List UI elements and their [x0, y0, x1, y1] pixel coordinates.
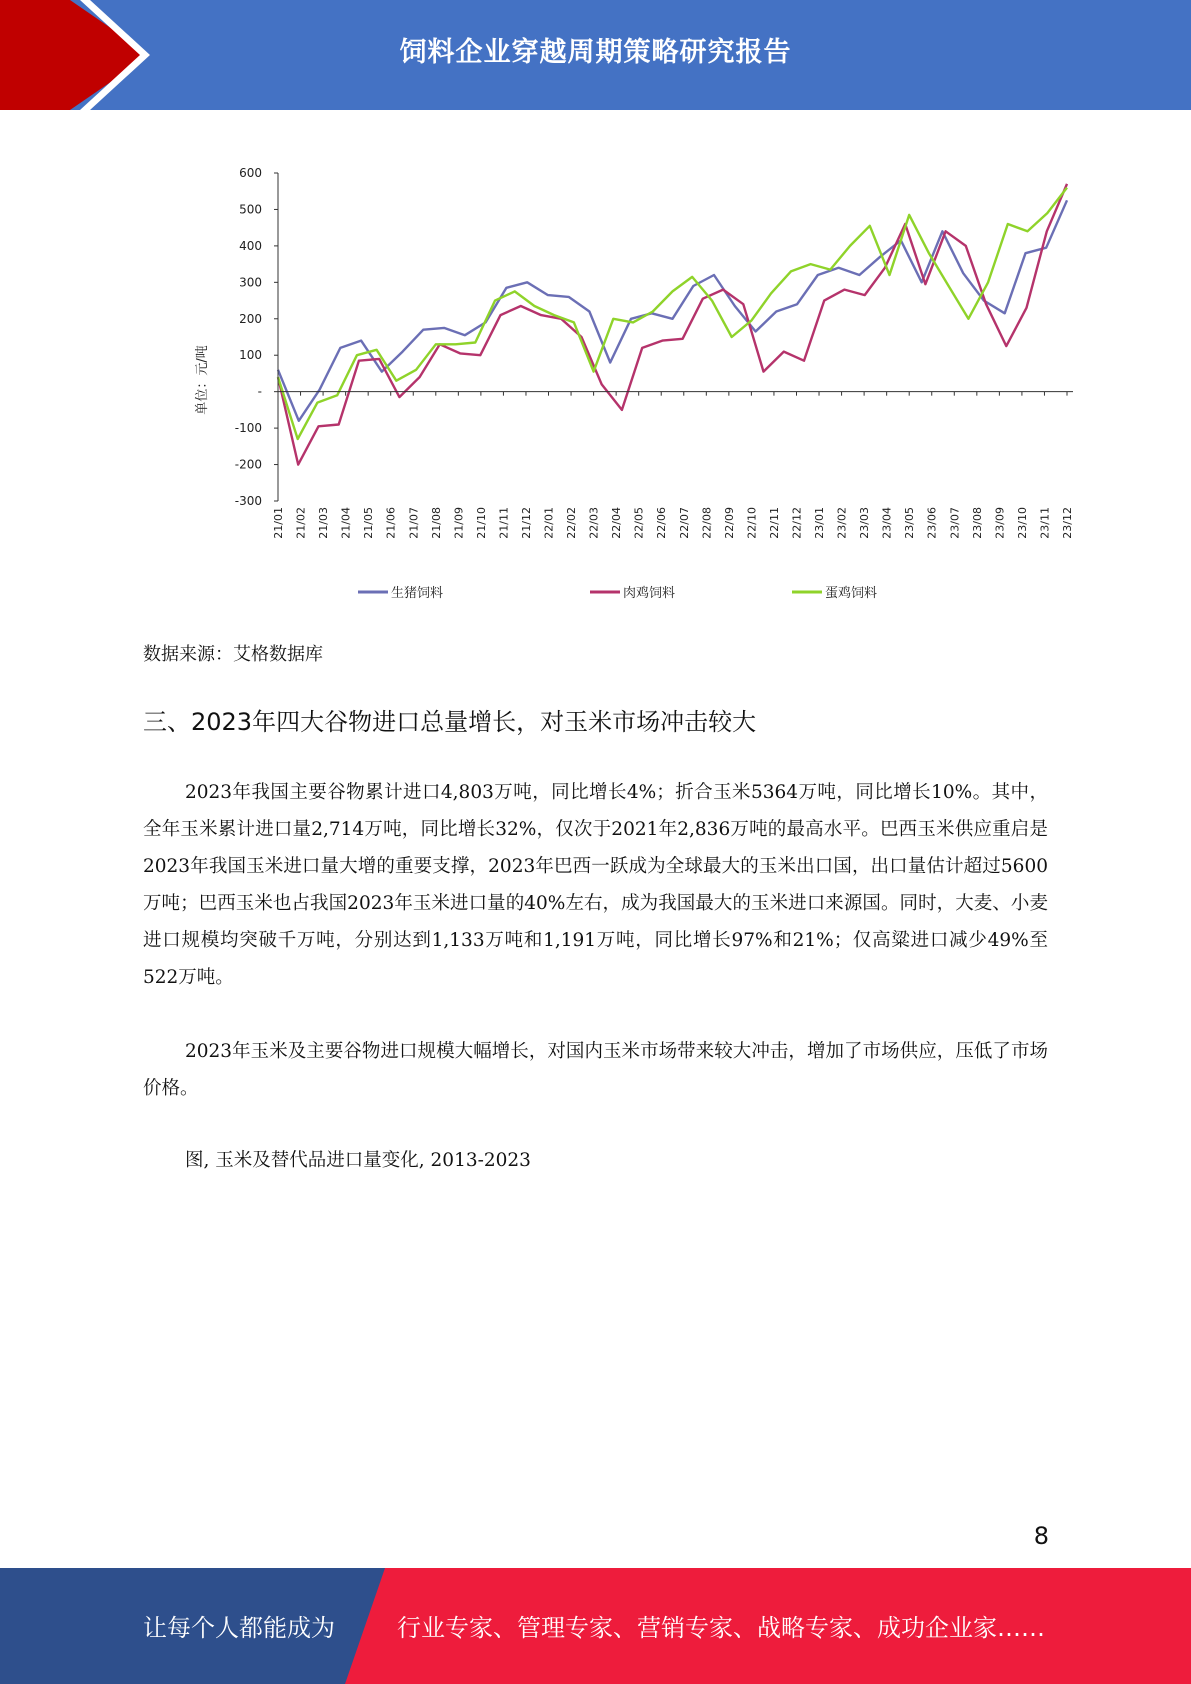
series-line-2 — [278, 184, 1067, 465]
x-tick-label: 23/12 — [1061, 507, 1074, 539]
page-number: 8 — [1033, 1522, 1049, 1550]
x-tick-label: 21/03 — [317, 507, 331, 539]
y-tick-label: 500 — [239, 202, 262, 217]
chart-svg — [180, 155, 1090, 615]
x-tick-label: 21/06 — [384, 507, 398, 539]
y-tick-label: 600 — [239, 166, 262, 180]
x-tick-label: 22/10 — [745, 507, 759, 539]
x-tick-label: 23/09 — [993, 507, 1007, 539]
y-tick-label: -100 — [234, 421, 262, 436]
header-title: 饲料企业穿越周期策略研究报告 — [399, 37, 792, 68]
paragraph-1: 2023年我国主要谷物累计进口4,803万吨，同比增长4%；折合玉米5364万吨，同比增长10%。其中，全年玉米累计进口量2,714万吨，同比增长32%，仅次于2021年2,836万吨的最高水平。巴西玉米供应重启是2023年我国玉米进口量大增的重要支撑，2023年巴西一跃成为全球最大的玉米出口国，出口量估计超过5600万吨；巴西玉米也占我国2023年玉米进口量的40%左右，成为我国最大的玉米进口来源国。同时，大麦、小麦进口规模均突破千万吨，分别达到1,133万吨和1,191万吨，同比增长97%和21%；仅高粱进口减少49%至522万吨。 — [143, 782, 1048, 988]
x-tick-label: 22/12 — [790, 507, 804, 539]
x-tick-label: 21/10 — [474, 507, 488, 539]
page-footer — [0, 1568, 1191, 1684]
x-tick-label: 21/02 — [294, 507, 308, 539]
page-header — [0, 0, 1191, 110]
x-tick-label: 22/01 — [542, 507, 556, 539]
x-tick-label: 21/01 — [272, 507, 285, 539]
y-tick-label: 300 — [239, 275, 262, 290]
x-tick-label: 23/04 — [880, 507, 894, 539]
legend-label: 蛋鸡饲料 — [825, 586, 878, 601]
x-tick-label: 21/09 — [452, 507, 466, 539]
x-tick-label: 21/04 — [339, 507, 353, 539]
x-tick-label: 23/10 — [1015, 507, 1029, 539]
x-tick-label: 21/11 — [497, 507, 511, 539]
y-tick-label: -300 — [234, 494, 262, 508]
x-tick-label: 23/01 — [813, 507, 827, 539]
x-tick-label: 21/08 — [429, 507, 443, 539]
x-tick-label: 23/02 — [835, 507, 849, 539]
x-tick-label: 22/09 — [722, 507, 736, 539]
y-tick-label: -200 — [234, 457, 262, 472]
y-tick-label: 200 — [239, 311, 262, 326]
x-tick-label: 23/03 — [858, 507, 872, 539]
x-tick-label: 22/06 — [655, 507, 669, 539]
x-tick-label: 23/06 — [925, 507, 939, 539]
x-tick-label: 21/07 — [407, 507, 421, 539]
footer-slogan-left: 让每个人都能成为 — [143, 1614, 335, 1642]
y-tick-label: - — [257, 384, 262, 399]
legend-label: 肉鸡饲料 — [623, 586, 676, 601]
y-tick-label: 100 — [239, 348, 262, 363]
footer-slogan-right: 行业专家、管理专家、营销专家、战略专家、成功企业家…… — [397, 1614, 1045, 1642]
x-tick-label: 22/02 — [565, 507, 579, 539]
x-tick-label: 21/12 — [519, 507, 533, 539]
x-tick-label: 21/05 — [362, 507, 376, 539]
section-heading: 三、2023年四大谷物进口总量增长，对玉米市场冲击较大 — [143, 708, 757, 736]
x-tick-label: 22/03 — [587, 507, 601, 539]
series-line-3 — [278, 188, 1067, 439]
data-source-note: 数据来源：艾格数据库 — [143, 644, 323, 665]
x-tick-label: 22/04 — [610, 507, 624, 539]
legend-label: 生猪饲料 — [391, 586, 444, 601]
x-tick-label: 22/08 — [700, 507, 714, 539]
x-tick-label: 22/07 — [677, 507, 691, 539]
y-tick-label: 400 — [239, 238, 262, 253]
x-tick-label: 23/11 — [1038, 507, 1052, 539]
figure-caption: 图, 玉米及替代品进口量变化, 2013-2023 — [185, 1150, 531, 1171]
x-tick-label: 22/11 — [767, 507, 781, 539]
x-tick-label: 23/05 — [903, 507, 917, 539]
feed-price-chart — [180, 155, 1090, 615]
x-tick-label: 23/08 — [970, 507, 984, 539]
y-axis-label: 单位：元/吨 — [195, 345, 210, 415]
x-tick-label: 23/07 — [948, 507, 962, 539]
paragraph-2: 2023年玉米及主要谷物进口规模大幅增长，对国内玉米市场带来较大冲击，增加了市场供应，压低了市场价格。 — [143, 1041, 1048, 1099]
x-tick-label: 22/05 — [632, 507, 646, 539]
